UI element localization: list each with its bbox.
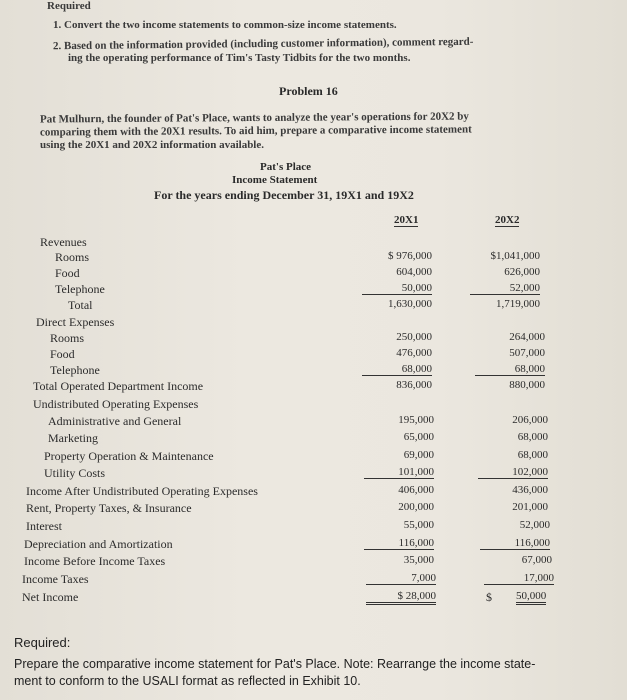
value-20x2: 436,000 bbox=[512, 484, 548, 496]
row-label: Rooms bbox=[50, 331, 85, 345]
value-20x1: 250,000 bbox=[396, 331, 432, 343]
value-20x2: 52,000 bbox=[519, 519, 550, 531]
value-20x2: 52,000 bbox=[470, 282, 540, 295]
value-20x1: 116,000 bbox=[364, 537, 434, 550]
row-label: Rent, Property Taxes, & Insurance bbox=[26, 501, 192, 515]
net-income-20x2: 50,000 bbox=[516, 590, 546, 605]
value-20x1: 50,000 bbox=[362, 282, 432, 295]
value-20x2: 201,000 bbox=[512, 501, 548, 513]
statement-period: For the years ending December 31, 19X1 and 19X2 bbox=[154, 188, 414, 202]
required-text-line-2: ment to conform to the USALI format as reflected in Exhibit 10. bbox=[14, 674, 361, 688]
row-label: Food bbox=[50, 347, 75, 361]
value-20x1: 604,000 bbox=[396, 266, 432, 278]
value-20x2: 206,000 bbox=[512, 414, 548, 426]
value-20x1: 836,000 bbox=[396, 379, 432, 391]
value-20x1: 65,000 bbox=[403, 431, 434, 443]
row-label: Income Taxes bbox=[22, 572, 89, 586]
row-label: Total Operated Department Income bbox=[33, 379, 204, 393]
value-20x1: $ 976,000 bbox=[388, 250, 432, 262]
row-label: Utility Costs bbox=[44, 466, 106, 480]
row-label: Rooms bbox=[55, 250, 90, 264]
column-header-20x1: 20X1 bbox=[394, 214, 419, 226]
value-20x1: 69,000 bbox=[403, 449, 434, 461]
statement-name: Income Statement bbox=[232, 174, 318, 186]
value-20x1: 55,000 bbox=[403, 519, 434, 531]
row-label: Food bbox=[55, 266, 80, 280]
company-name: Pat's Place bbox=[260, 161, 312, 173]
section-revenues: Revenues bbox=[40, 235, 87, 249]
value-20x1: 476,000 bbox=[396, 347, 432, 359]
value-20x2: 116,000 bbox=[480, 537, 550, 550]
required-heading-bottom: Required: bbox=[14, 635, 71, 650]
value-20x2: 68,000 bbox=[517, 449, 548, 461]
value-20x2: 1,719,000 bbox=[496, 298, 540, 310]
required-item-2-line-2: ing the operating performance of Tim's Tasty Tidbits for the two months. bbox=[68, 52, 411, 64]
problem-text-line-3: using the 20X1 and 20X2 information available. bbox=[40, 139, 264, 151]
problem-text-line-2: comparing them with the 20X1 results. To aid him, prepare a comparative income statement bbox=[39, 123, 472, 139]
required-text-line-1: Prepare the comparative income statement for Pat's Place. Note: Rearrange the income state- bbox=[14, 657, 536, 671]
row-label: Telephone bbox=[50, 363, 100, 377]
value-20x1: 195,000 bbox=[398, 414, 434, 426]
value-20x2: 880,000 bbox=[509, 379, 545, 391]
value-20x1: 1,630,000 bbox=[388, 298, 432, 310]
value-20x1: 406,000 bbox=[398, 484, 434, 496]
value-20x2: 264,000 bbox=[509, 331, 545, 343]
value-20x2: 68,000 bbox=[517, 431, 548, 443]
value-20x2: 17,000 bbox=[484, 572, 554, 585]
value-20x2: 507,000 bbox=[509, 347, 545, 359]
row-label: Income After Undistributed Operating Expenses bbox=[26, 484, 258, 498]
row-label: Depreciation and Amortization bbox=[24, 537, 173, 551]
net-income-20x1: $ 28,000 bbox=[366, 590, 436, 605]
row-label: Marketing bbox=[48, 431, 98, 445]
value-20x2: $1,041,000 bbox=[490, 250, 540, 262]
value-20x1: 7,000 bbox=[366, 572, 436, 585]
row-label: Telephone bbox=[55, 282, 105, 296]
problem-text-line-1: Pat Mulhurn, the founder of Pat's Place, wants to analyze the year's operations for 20X2 by bbox=[39, 110, 469, 126]
row-label: Interest bbox=[26, 519, 62, 533]
required-item-2-line-1: 2. Based on the information provided (including customer information), comment regard- bbox=[52, 35, 474, 53]
value-20x1: 68,000 bbox=[362, 363, 432, 376]
row-label: Administrative and General bbox=[48, 414, 182, 428]
row-label: Property Operation & Maintenance bbox=[44, 449, 214, 463]
value-20x2: 68,000 bbox=[475, 363, 545, 376]
value-20x2: 102,000 bbox=[478, 466, 548, 479]
column-header-20x2: 20X2 bbox=[495, 214, 520, 226]
value-20x2: 626,000 bbox=[504, 266, 540, 278]
value-20x1: 101,000 bbox=[364, 466, 434, 479]
net-income-20x2-dollar: $ bbox=[486, 590, 492, 604]
required-heading-top: Required bbox=[47, 0, 91, 12]
section-direct-expenses: Direct Expenses bbox=[36, 315, 115, 329]
problem-title: Problem 16 bbox=[279, 84, 338, 98]
required-item-1: 1. Convert the two income statements to common-size income statements. bbox=[53, 19, 397, 31]
net-income-label: Net Income bbox=[22, 590, 79, 604]
value-20x1: 200,000 bbox=[398, 501, 434, 513]
value-20x2: 67,000 bbox=[521, 554, 552, 566]
value-20x1: 35,000 bbox=[403, 554, 434, 566]
row-label: Income Before Income Taxes bbox=[24, 554, 166, 568]
row-label: Total bbox=[68, 298, 93, 312]
section-undistributed: Undistributed Operating Expenses bbox=[33, 397, 199, 411]
